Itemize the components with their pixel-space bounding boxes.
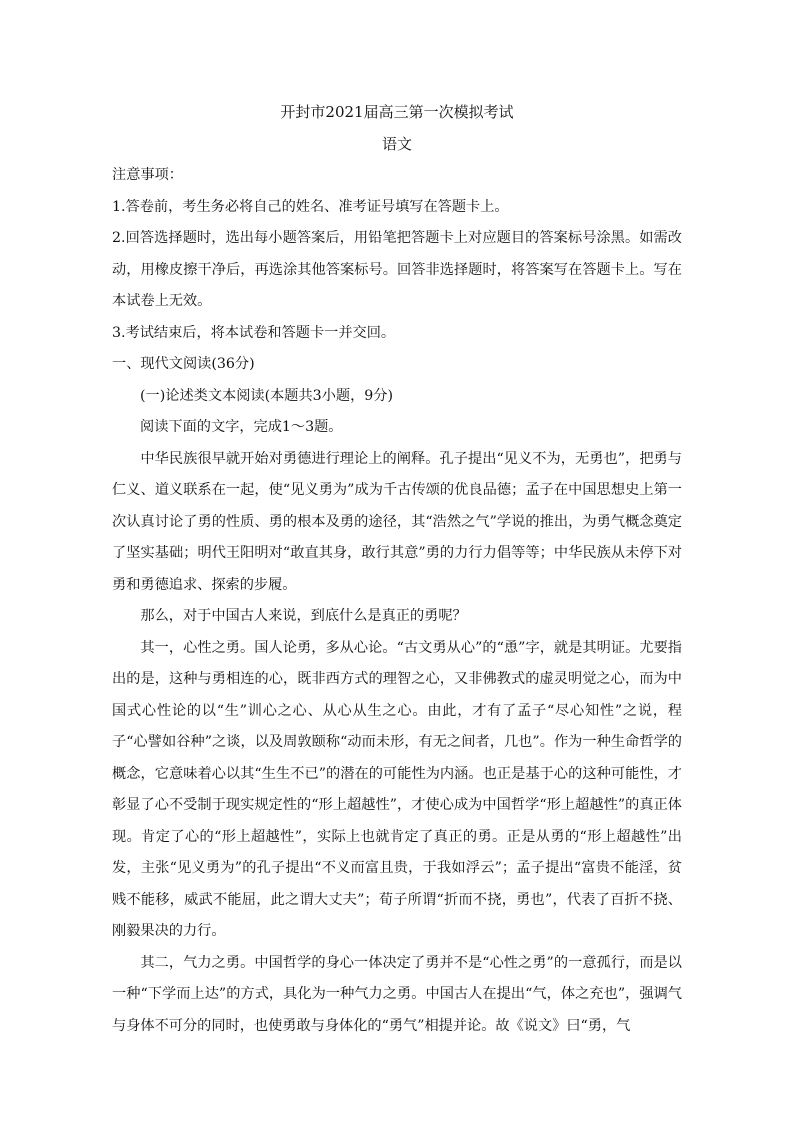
passage-paragraph: 中华民族很早就开始对勇德进行理论上的阐释。孔子提出“见义不为，无勇也”，把勇与仁义、道义联系在一起，使“见义勇为”成为千古传颂的优良品德；孟子在中国思想史上第一次认真讨论了勇的性质、勇的根本及勇的途径，其“浩然之气”学说的推出，为勇气概念奠定了坚实基础；明代王阳明对“敢直其身，敢行其意”勇的力行力倡等等；中华民族从未停下对勇和勇德追求、探索的步履。 [112, 450, 682, 593]
sub-section-heading: (一)论述类文本阅读(本题共3小题，9分) [140, 387, 394, 404]
note-item-3: 3.考试结束后，将本试卷和答题卡一并交回。 [112, 324, 396, 341]
passage-paragraph: 那么，对于中国古人来说，到底什么是真正的勇呢？ [140, 608, 467, 624]
subject-title: 语文 [381, 135, 412, 153]
note-item-1: 1.答卷前，考生务必将自己的姓名、准考证号填写在答题卡上。 [112, 198, 509, 215]
notes-heading: 注意事项： [112, 167, 183, 183]
reading-instruction: 阅读下面的文字，完成1～3题。 [140, 419, 343, 435]
passage-paragraph: 其二，气力之勇。中国哲学的身心一体决定了勇并不是“心性之勇”的一意孤行，而是以一种“下学而上达”的方式，具化为一种气力之勇。中国古人在提出“气，体之充也”，强调气与身体不可分的同时，也使勇敢与身体化的“勇气”相提并论。故《说文》曰“勇，气 [112, 954, 682, 1034]
note-item-2: 2.回答选择题时，选出每小题答案后，用铅笔把答题卡上对应题目的答案标号涂黑。如需改动，用橡皮擦干净后，再选涂其他答案标号。回答非选择题时，将答案写在答题卡上。写在本试卷上无效。 [112, 230, 682, 309]
passage-paragraph: 其一，心性之勇。国人论勇，多从心论。“古文勇从心”的“恿”字，就是其明证。尤要指出的是，这种与勇相连的心，既非西方式的理智之心，又非佛教式的虚灵明觉之心，而为中国式心性论的以“生”训心之心、从心从生之心。由此，才有了孟子“尽心知性”之说，程子“心譬如谷种”之谈，以及周敦颐称“动而未形，有无之间者，几也”。作为一种生命哲学的概念，它意味着心以其“生生不已”的潜在的可能性为内涵。也正是基于心的这种可能性，才彰显了心不受制于现实规定性的“形上超越性”，才使心成为中国哲学“形上超越性”的真正体现。肯定了心的“形上超越性”，实际上也就肯定了真正的勇。正是从勇的“形上超越性”出发，主张“见义勇为”的孔子提出“不义而富且贵，于我如浮云”；孟子提出“富贵不能淫，贫贱不能移，威武不能屈，此之谓大丈夫”；荀子所谓“折而不挠，勇也”，代表了百折不挠、刚毅果决的力行。 [112, 639, 682, 939]
exam-title: 开封市2021届高三第一次模拟考试 [280, 103, 514, 121]
section-heading: 一、现代文阅读(36分) [112, 356, 255, 372]
